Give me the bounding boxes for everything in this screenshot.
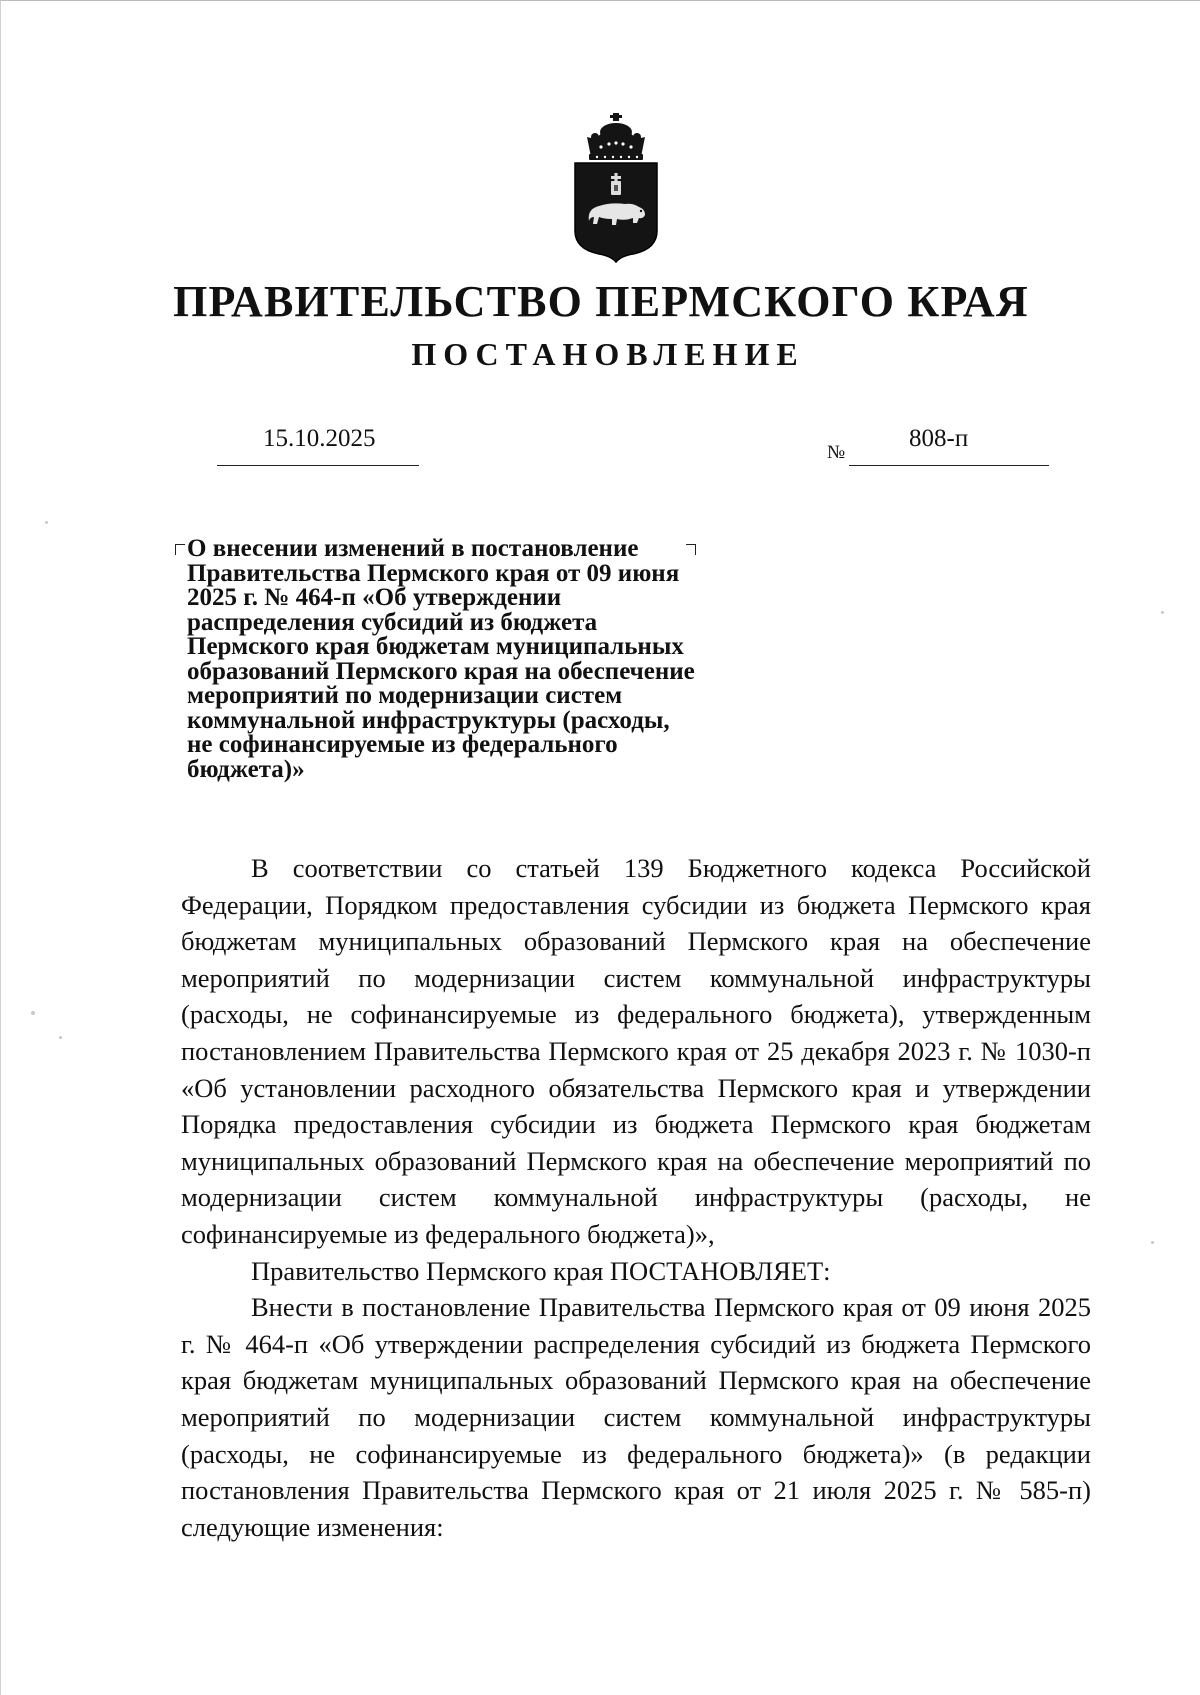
subject-line: О внесении изменений в постановление bbox=[187, 535, 639, 562]
subject-bracket-left bbox=[175, 544, 185, 555]
subject-line: 2025 г. № 464-п «Об утверждении bbox=[187, 584, 562, 611]
subject-line: Правительства Пермского края от 09 июня bbox=[187, 559, 680, 587]
subject-line: Пермского края бюджетам муниципальных bbox=[187, 633, 684, 660]
number-sign: № bbox=[827, 442, 846, 463]
document-date: 15.10.2025 bbox=[263, 425, 376, 452]
document-body bbox=[181, 850, 1091, 1545]
subject-line: распределения субсидий из бюджета bbox=[187, 608, 598, 636]
subject-line: не софинансируемые из федерального bbox=[187, 731, 618, 758]
document-subject bbox=[187, 537, 767, 782]
subject-line: бюджета)» bbox=[187, 755, 305, 783]
number-field bbox=[849, 425, 1049, 466]
subject-line: образований Пермского края на обеспечение bbox=[187, 657, 695, 685]
document-number: 808-п bbox=[909, 425, 969, 452]
date-field bbox=[217, 425, 419, 466]
scan-speck bbox=[45, 521, 48, 524]
body-paragraph-amendment: Внести в постановление Правительства Пермского края от 09 июня 2025 г. № 464-п «Об утверждении распределения субсидий из бюджета Пермского края бюджетам муниципальных образований Пермского края на обеспечение мероприятий по модернизации систем коммунальной инфраструктуры (расходы, не софинансируемые из федерального бюджета)» (в редакции постановления Правительства Пермского края от 21 июля 2025 г. № 585-п) следующие изменения: bbox=[181, 1292, 1091, 1542]
perm-krai-coat-of-arms-icon bbox=[569, 111, 663, 263]
scan-speck bbox=[1161, 611, 1164, 614]
scan-speck bbox=[1151, 1241, 1154, 1244]
scan-speck bbox=[59, 1036, 62, 1039]
scan-speck bbox=[31, 1011, 35, 1015]
body-paragraph-resolves: Правительство Пермского края ПОСТАНОВЛЯЕТ: bbox=[251, 1255, 831, 1286]
document-type-title: ПОСТАНОВЛЕНИЕ bbox=[411, 336, 805, 372]
government-title: ПРАВИТЕЛЬСТВО ПЕРМСКОГО КРАЯ bbox=[173, 277, 1029, 326]
body-paragraph-basis: В соответствии со статьей 139 Бюджетного кодекса Российской Федерации, Порядком предоставления субсидии из бюджета Пермского края бюджетам муниципальных образований Пермского края на обеспечение мероприятий по модернизации систем коммунальной инфраструктуры (расходы, не софинансируемые из федерального бюджета), утвержденным постановлением Правительства Пермского края от 25 декабря 2023 г. № 1030-п «Об установлении расходного обязательства Пермского края и утверждении Порядка предоставления субсидии из бюджета Пермского края бюджетам муниципальных образований Пермского края на обеспечение мероприятий по модернизации систем коммунальной инфраструктуры (расходы, не софинансируемые из федерального бюджета)», bbox=[181, 853, 1091, 1249]
subject-line: мероприятий по модернизации систем bbox=[187, 682, 623, 709]
subject-line: коммунальной инфраструктуры (расходы, bbox=[187, 706, 670, 734]
